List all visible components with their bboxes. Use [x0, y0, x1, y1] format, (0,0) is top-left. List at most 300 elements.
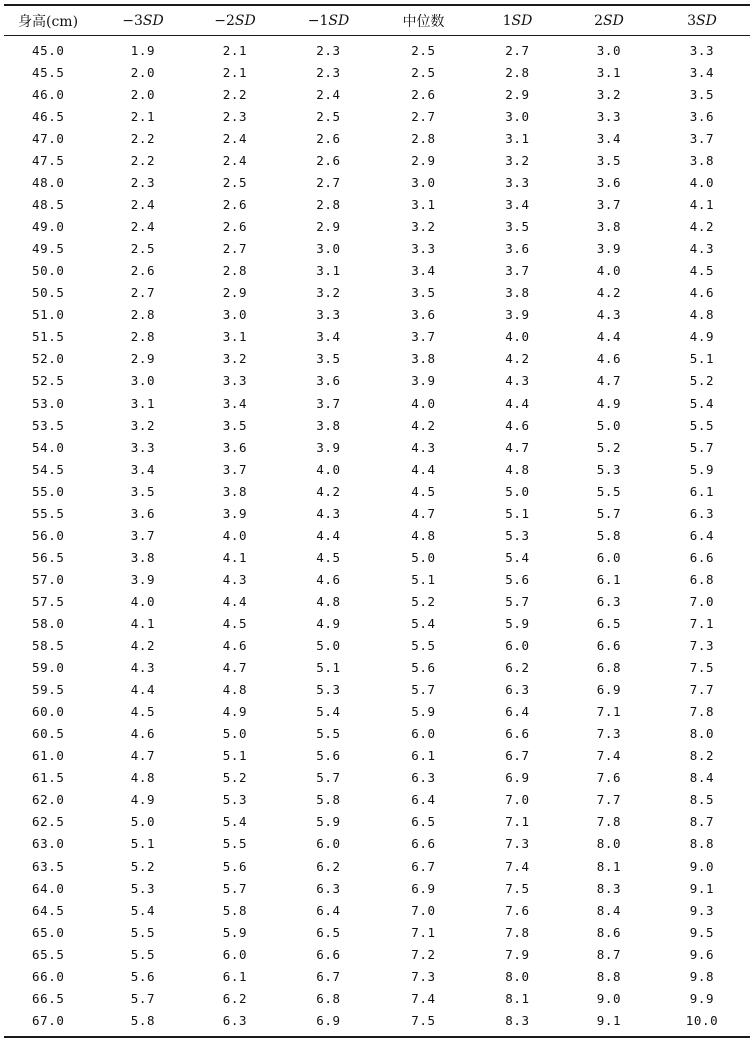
weight-cell: 7.4 — [505, 858, 530, 874]
weight-cell: 6.3 — [189, 1010, 281, 1037]
weight-cell: 4.3 — [316, 505, 341, 521]
table-row — [4, 746, 750, 768]
weight-cell: 4.5 — [411, 483, 436, 499]
weight-cell: 4.8 — [222, 682, 248, 698]
table-row — [4, 878, 750, 900]
weight-cell: 3.6 — [222, 439, 248, 455]
weight-cell: 4.2 — [505, 351, 530, 367]
weight-cell: 5.1 — [505, 505, 530, 521]
weight-cell: 4.7 — [505, 439, 530, 455]
weight-cell: 3.4 — [689, 64, 715, 80]
weight-cell: 5.6 — [505, 571, 530, 587]
weight-cell: 4.9 — [222, 704, 248, 720]
weight-cell: 7.4 — [596, 748, 622, 764]
weight-cell: 3.3 — [689, 42, 715, 58]
weight-cell: 3.4 — [411, 263, 436, 279]
header-3sd: 3SD — [654, 5, 750, 36]
weight-cell: 6.8 — [316, 990, 341, 1006]
weight-cell: 5.8 — [222, 902, 248, 918]
weight-cell: 5.9 — [222, 924, 248, 940]
weight-cell: 8.8 — [596, 968, 622, 984]
length-cell: 63.0 — [32, 836, 65, 852]
weight-cell: 8.3 — [471, 1010, 564, 1037]
weight-cell: 2.6 — [222, 197, 248, 213]
table-row — [4, 790, 750, 812]
length-cell: 59.5 — [32, 682, 65, 698]
weight-cell: 4.7 — [411, 505, 436, 521]
weight-cell: 2.7 — [316, 175, 341, 191]
table-row — [4, 260, 750, 282]
weight-cell: 7.1 — [411, 924, 436, 940]
weight-cell: 5.8 — [596, 527, 622, 543]
weight-cell: 6.0 — [505, 638, 530, 654]
weight-cell: 4.0 — [505, 329, 530, 345]
table-row — [4, 701, 750, 723]
length-cell: 57.5 — [32, 593, 65, 609]
weight-cell: 5.5 — [316, 726, 341, 742]
table-row — [4, 966, 750, 988]
weight-cell: 6.4 — [316, 902, 341, 918]
weight-cell: 4.3 — [222, 571, 248, 587]
weight-cell: 5.0 — [411, 549, 436, 565]
weight-cell: 3.2 — [596, 86, 622, 102]
weight-cell: 6.2 — [222, 990, 248, 1006]
weight-cell: 3.3 — [130, 439, 156, 455]
header-minus-1sd: −1SD — [281, 5, 376, 36]
weight-cell: 6.1 — [689, 483, 715, 499]
weight-cell: 5.2 — [411, 593, 436, 609]
weight-cell: 2.4 — [222, 130, 248, 146]
weight-cell: 5.0 — [505, 483, 530, 499]
weight-cell: 4.3 — [689, 241, 715, 257]
weight-cell: 2.3 — [130, 175, 156, 191]
weight-cell: 6.0 — [316, 836, 341, 852]
weight-cell: 7.7 — [689, 682, 715, 698]
weight-cell: 4.0 — [222, 527, 248, 543]
weight-cell: 4.6 — [316, 571, 341, 587]
weight-cell: 2.5 — [316, 108, 341, 124]
weight-cell: 5.4 — [130, 902, 156, 918]
weight-cell: 4.2 — [411, 417, 436, 433]
weight-cell: 9.9 — [689, 990, 715, 1006]
weight-cell: 6.8 — [689, 571, 715, 587]
weight-cell: 3.8 — [316, 417, 341, 433]
weight-cell: 2.2 — [130, 130, 156, 146]
weight-cell: 4.0 — [130, 593, 156, 609]
weight-cell: 6.6 — [316, 946, 341, 962]
weight-cell: 5.4 — [222, 814, 248, 830]
weight-cell: 5.2 — [689, 373, 715, 389]
weight-cell: 4.2 — [130, 638, 156, 654]
length-cell: 60.0 — [32, 704, 65, 720]
table-row — [4, 503, 750, 525]
weight-cell: 3.6 — [316, 373, 341, 389]
weight-cell: 6.9 — [596, 682, 622, 698]
weight-cell: 4.7 — [130, 748, 156, 764]
weight-cell: 3.5 — [689, 86, 715, 102]
weight-cell: 2.5 — [130, 241, 156, 257]
weight-cell: 5.7 — [505, 593, 530, 609]
weight-cell: 2.8 — [411, 130, 436, 146]
length-cell: 58.5 — [32, 638, 65, 654]
table-row — [4, 635, 750, 657]
weight-cell: 2.9 — [222, 285, 248, 301]
weight-cell: 6.3 — [316, 880, 341, 896]
weight-cell: 7.8 — [596, 814, 622, 830]
weight-cell: 4.6 — [130, 726, 156, 742]
weight-cell: 3.3 — [316, 307, 341, 323]
table-row — [4, 150, 750, 172]
weight-cell: 5.0 — [316, 638, 341, 654]
weight-cell: 5.7 — [222, 880, 248, 896]
weight-cell: 4.2 — [689, 219, 715, 235]
weight-cell: 2.3 — [316, 64, 341, 80]
header-minus-2sd: −2SD — [189, 5, 281, 36]
table-row — [4, 36, 750, 63]
length-cell: 67.0 — [4, 1010, 97, 1037]
weight-cell: 3.0 — [596, 42, 622, 58]
weight-cell: 7.6 — [505, 902, 530, 918]
weight-cell: 5.7 — [130, 990, 156, 1006]
weight-cell: 6.9 — [411, 880, 436, 896]
weight-cell: 3.8 — [222, 483, 248, 499]
weight-cell: 7.2 — [411, 946, 436, 962]
weight-cell: 3.5 — [505, 219, 530, 235]
weight-cell: 2.5 — [222, 175, 248, 191]
weight-cell: 4.4 — [596, 329, 622, 345]
weight-cell: 3.6 — [130, 505, 156, 521]
weight-cell: 6.3 — [689, 505, 715, 521]
weight-cell: 7.3 — [505, 836, 530, 852]
weight-cell: 5.6 — [222, 858, 248, 874]
weight-cell: 2.1 — [222, 64, 248, 80]
weight-cell: 4.8 — [130, 770, 156, 786]
length-cell: 65.5 — [32, 946, 65, 962]
weight-cell: 6.1 — [222, 968, 248, 984]
table-row — [4, 84, 750, 106]
table-row — [4, 723, 750, 745]
weight-cell: 2.7 — [505, 42, 530, 58]
weight-cell: 5.5 — [222, 836, 248, 852]
weight-cell: 2.6 — [411, 86, 436, 102]
weight-cell: 5.3 — [505, 527, 530, 543]
weight-cell: 4.5 — [316, 549, 341, 565]
weight-cell: 5.5 — [689, 417, 715, 433]
weight-cell: 6.4 — [411, 792, 436, 808]
weight-cell: 3.7 — [411, 329, 436, 345]
weight-cell: 3.5 — [411, 285, 436, 301]
length-cell: 50.0 — [32, 263, 65, 279]
length-cell: 61.5 — [32, 770, 65, 786]
weight-cell: 8.0 — [596, 836, 622, 852]
weight-cell: 3.4 — [505, 197, 530, 213]
weight-cell: 3.5 — [316, 351, 341, 367]
table-row — [4, 1010, 750, 1037]
weight-cell: 4.3 — [130, 660, 156, 676]
weight-cell: 5.8 — [97, 1010, 189, 1037]
length-cell: 49.0 — [32, 219, 65, 235]
weight-cell: 6.6 — [689, 549, 715, 565]
weight-cell: 5.5 — [130, 924, 156, 940]
weight-cell: 5.7 — [411, 682, 436, 698]
weight-cell: 3.3 — [411, 241, 436, 257]
weight-cell: 2.4 — [316, 86, 341, 102]
header-length-cm: 身高(cm) — [4, 5, 97, 36]
weight-cell: 5.3 — [222, 792, 248, 808]
weight-cell: 3.1 — [222, 329, 248, 345]
weight-cell: 5.6 — [411, 660, 436, 676]
weight-cell: 2.0 — [130, 64, 156, 80]
weight-cell: 6.3 — [505, 682, 530, 698]
weight-cell: 3.0 — [222, 307, 248, 323]
weight-cell: 3.8 — [505, 285, 530, 301]
weight-cell: 8.5 — [689, 792, 715, 808]
weight-cell: 4.8 — [411, 527, 436, 543]
weight-cell: 9.0 — [689, 858, 715, 874]
weight-cell: 3.3 — [505, 175, 530, 191]
weight-cell: 6.4 — [689, 527, 715, 543]
weight-cell: 4.3 — [411, 439, 436, 455]
weight-cell: 5.3 — [130, 880, 156, 896]
weight-cell: 3.1 — [411, 197, 436, 213]
weight-for-length-table — [4, 4, 750, 1038]
length-cell: 64.5 — [32, 902, 65, 918]
weight-cell: 4.4 — [411, 461, 436, 477]
weight-cell: 3.0 — [505, 108, 530, 124]
weight-cell: 6.7 — [411, 858, 436, 874]
weight-cell: 9.1 — [689, 880, 715, 896]
table-row — [4, 812, 750, 834]
table-row — [4, 415, 750, 437]
length-cell: 52.0 — [32, 351, 65, 367]
weight-cell: 7.3 — [689, 638, 715, 654]
weight-cell: 7.5 — [505, 880, 530, 896]
weight-cell: 4.9 — [130, 792, 156, 808]
table-header-row — [4, 5, 750, 36]
length-cell: 60.5 — [32, 726, 65, 742]
weight-cell: 2.1 — [130, 108, 156, 124]
weight-cell: 2.7 — [411, 108, 436, 124]
weight-cell: 3.6 — [596, 175, 622, 191]
length-cell: 65.0 — [32, 924, 65, 940]
weight-cell: 3.8 — [411, 351, 436, 367]
weight-cell: 3.7 — [316, 395, 341, 411]
weight-cell: 4.1 — [689, 197, 715, 213]
weight-cell: 4.0 — [411, 395, 436, 411]
weight-cell: 1.9 — [130, 42, 156, 58]
weight-cell: 2.8 — [222, 263, 248, 279]
header-median: 中位数 — [376, 5, 471, 36]
length-cell: 61.0 — [32, 748, 65, 764]
weight-cell: 3.1 — [505, 130, 530, 146]
weight-cell: 3.1 — [316, 263, 341, 279]
weight-cell: 9.8 — [689, 968, 715, 984]
weight-cell: 5.8 — [316, 792, 341, 808]
weight-cell: 4.4 — [222, 593, 248, 609]
weight-cell: 3.6 — [505, 241, 530, 257]
weight-cell: 4.4 — [316, 527, 341, 543]
weight-cell: 2.7 — [222, 241, 248, 257]
weight-cell: 6.3 — [596, 593, 622, 609]
weight-cell: 5.4 — [316, 704, 341, 720]
weight-cell: 4.6 — [689, 285, 715, 301]
weight-cell: 5.6 — [316, 748, 341, 764]
length-cell: 54.0 — [32, 439, 65, 455]
weight-cell: 4.8 — [505, 461, 530, 477]
weight-cell: 3.9 — [130, 571, 156, 587]
length-cell: 46.5 — [32, 108, 65, 124]
table-row — [4, 922, 750, 944]
weight-cell: 6.6 — [411, 836, 436, 852]
weight-cell: 7.3 — [596, 726, 622, 742]
length-cell: 51.0 — [32, 307, 65, 323]
weight-cell: 2.8 — [316, 197, 341, 213]
table-row — [4, 613, 750, 635]
weight-cell: 5.3 — [596, 461, 622, 477]
length-cell: 59.0 — [32, 660, 65, 676]
weight-cell: 6.4 — [505, 704, 530, 720]
table-body — [4, 36, 750, 1038]
weight-cell: 3.9 — [596, 241, 622, 257]
weight-cell: 5.4 — [505, 549, 530, 565]
weight-cell: 9.6 — [689, 946, 715, 962]
weight-cell: 3.4 — [130, 461, 156, 477]
weight-cell: 2.3 — [222, 108, 248, 124]
header-minus-3sd: −3SD — [97, 5, 189, 36]
weight-cell: 7.1 — [505, 814, 530, 830]
weight-cell: 6.8 — [596, 660, 622, 676]
weight-cell: 5.4 — [689, 395, 715, 411]
weight-cell: 3.2 — [411, 219, 436, 235]
weight-cell: 3.1 — [596, 64, 622, 80]
length-cell: 57.0 — [32, 571, 65, 587]
weight-cell: 7.1 — [596, 704, 622, 720]
weight-cell: 6.2 — [505, 660, 530, 676]
weight-cell: 4.7 — [596, 373, 622, 389]
weight-cell: 5.9 — [411, 704, 436, 720]
table-row — [4, 62, 750, 84]
weight-cell: 3.8 — [689, 153, 715, 168]
weight-cell: 7.9 — [505, 946, 530, 962]
table-row — [4, 238, 750, 260]
table-row — [4, 856, 750, 878]
weight-cell: 4.8 — [689, 307, 715, 323]
table-row — [4, 327, 750, 349]
table-row — [4, 106, 750, 128]
weight-cell: 4.9 — [596, 395, 622, 411]
weight-cell: 3.3 — [222, 373, 248, 389]
weight-cell: 6.2 — [316, 858, 341, 874]
length-cell: 55.0 — [32, 483, 65, 499]
weight-cell: 3.4 — [596, 130, 622, 146]
length-cell: 53.0 — [32, 395, 65, 411]
weight-cell: 9.0 — [596, 990, 622, 1006]
weight-cell: 4.4 — [130, 682, 156, 698]
weight-cell: 7.5 — [376, 1010, 471, 1037]
length-cell: 58.0 — [32, 615, 65, 631]
weight-cell: 2.1 — [222, 42, 248, 58]
weight-cell: 5.1 — [222, 748, 248, 764]
length-cell: 49.5 — [32, 241, 65, 257]
weight-cell: 5.3 — [316, 682, 341, 698]
table-row — [4, 349, 750, 371]
weight-cell: 6.7 — [505, 748, 530, 764]
weight-cell: 7.8 — [689, 704, 715, 720]
weight-cell: 4.5 — [222, 615, 248, 631]
weight-cell: 5.0 — [596, 417, 622, 433]
weight-cell: 7.5 — [689, 660, 715, 676]
weight-cell: 7.8 — [505, 924, 530, 940]
weight-cell: 5.0 — [222, 726, 248, 742]
length-cell: 56.0 — [32, 527, 65, 543]
weight-cell: 4.1 — [130, 615, 156, 631]
weight-cell: 8.8 — [689, 836, 715, 852]
table-row — [4, 437, 750, 459]
weight-cell: 2.6 — [130, 263, 156, 279]
weight-cell: 7.6 — [596, 770, 622, 786]
length-cell: 66.5 — [32, 990, 65, 1006]
weight-cell: 8.1 — [596, 858, 622, 874]
weight-cell: 5.9 — [316, 814, 341, 830]
weight-cell: 4.8 — [316, 593, 341, 609]
weight-cell: 7.0 — [411, 902, 436, 918]
weight-cell: 5.9 — [505, 615, 530, 631]
weight-cell: 2.9 — [316, 219, 341, 235]
weight-cell: 2.6 — [316, 153, 341, 168]
weight-cell: 4.2 — [316, 483, 341, 499]
table-row — [4, 393, 750, 415]
weight-cell: 6.0 — [222, 946, 248, 962]
table-row — [4, 900, 750, 922]
table-row — [4, 988, 750, 1010]
length-cell: 62.0 — [32, 792, 65, 808]
weight-cell: 3.2 — [130, 417, 156, 433]
length-cell: 64.0 — [32, 880, 65, 896]
length-cell: 55.5 — [32, 505, 65, 521]
table-row — [4, 569, 750, 591]
weight-cell: 2.6 — [222, 219, 248, 235]
weight-cell: 3.1 — [130, 395, 156, 411]
table-row — [4, 944, 750, 966]
table-row — [4, 371, 750, 393]
weight-cell: 5.2 — [222, 770, 248, 786]
weight-cell: 4.2 — [596, 285, 622, 301]
weight-cell: 3.8 — [596, 219, 622, 235]
weight-cell: 4.4 — [505, 395, 530, 411]
weight-cell: 6.9 — [505, 770, 530, 786]
weight-cell: 6.6 — [505, 726, 530, 742]
weight-cell: 6.1 — [411, 748, 436, 764]
weight-cell: 5.2 — [130, 858, 156, 874]
table-row — [4, 481, 750, 503]
weight-cell: 4.9 — [689, 329, 715, 345]
weight-cell: 5.0 — [130, 814, 156, 830]
weight-cell: 3.5 — [130, 483, 156, 499]
header-2sd: 2SD — [564, 5, 654, 36]
weight-cell: 9.1 — [564, 1010, 654, 1037]
weight-cell: 3.2 — [316, 285, 341, 301]
length-cell: 45.0 — [32, 42, 65, 58]
weight-cell: 4.0 — [596, 263, 622, 279]
weight-cell: 2.4 — [130, 219, 156, 235]
weight-cell: 7.0 — [505, 792, 530, 808]
weight-cell: 8.7 — [689, 814, 715, 830]
weight-cell: 2.2 — [222, 86, 248, 102]
weight-cell: 3.2 — [505, 153, 530, 168]
length-cell: 63.5 — [32, 858, 65, 874]
weight-cell: 9.3 — [689, 902, 715, 918]
weight-cell: 9.5 — [689, 924, 715, 940]
